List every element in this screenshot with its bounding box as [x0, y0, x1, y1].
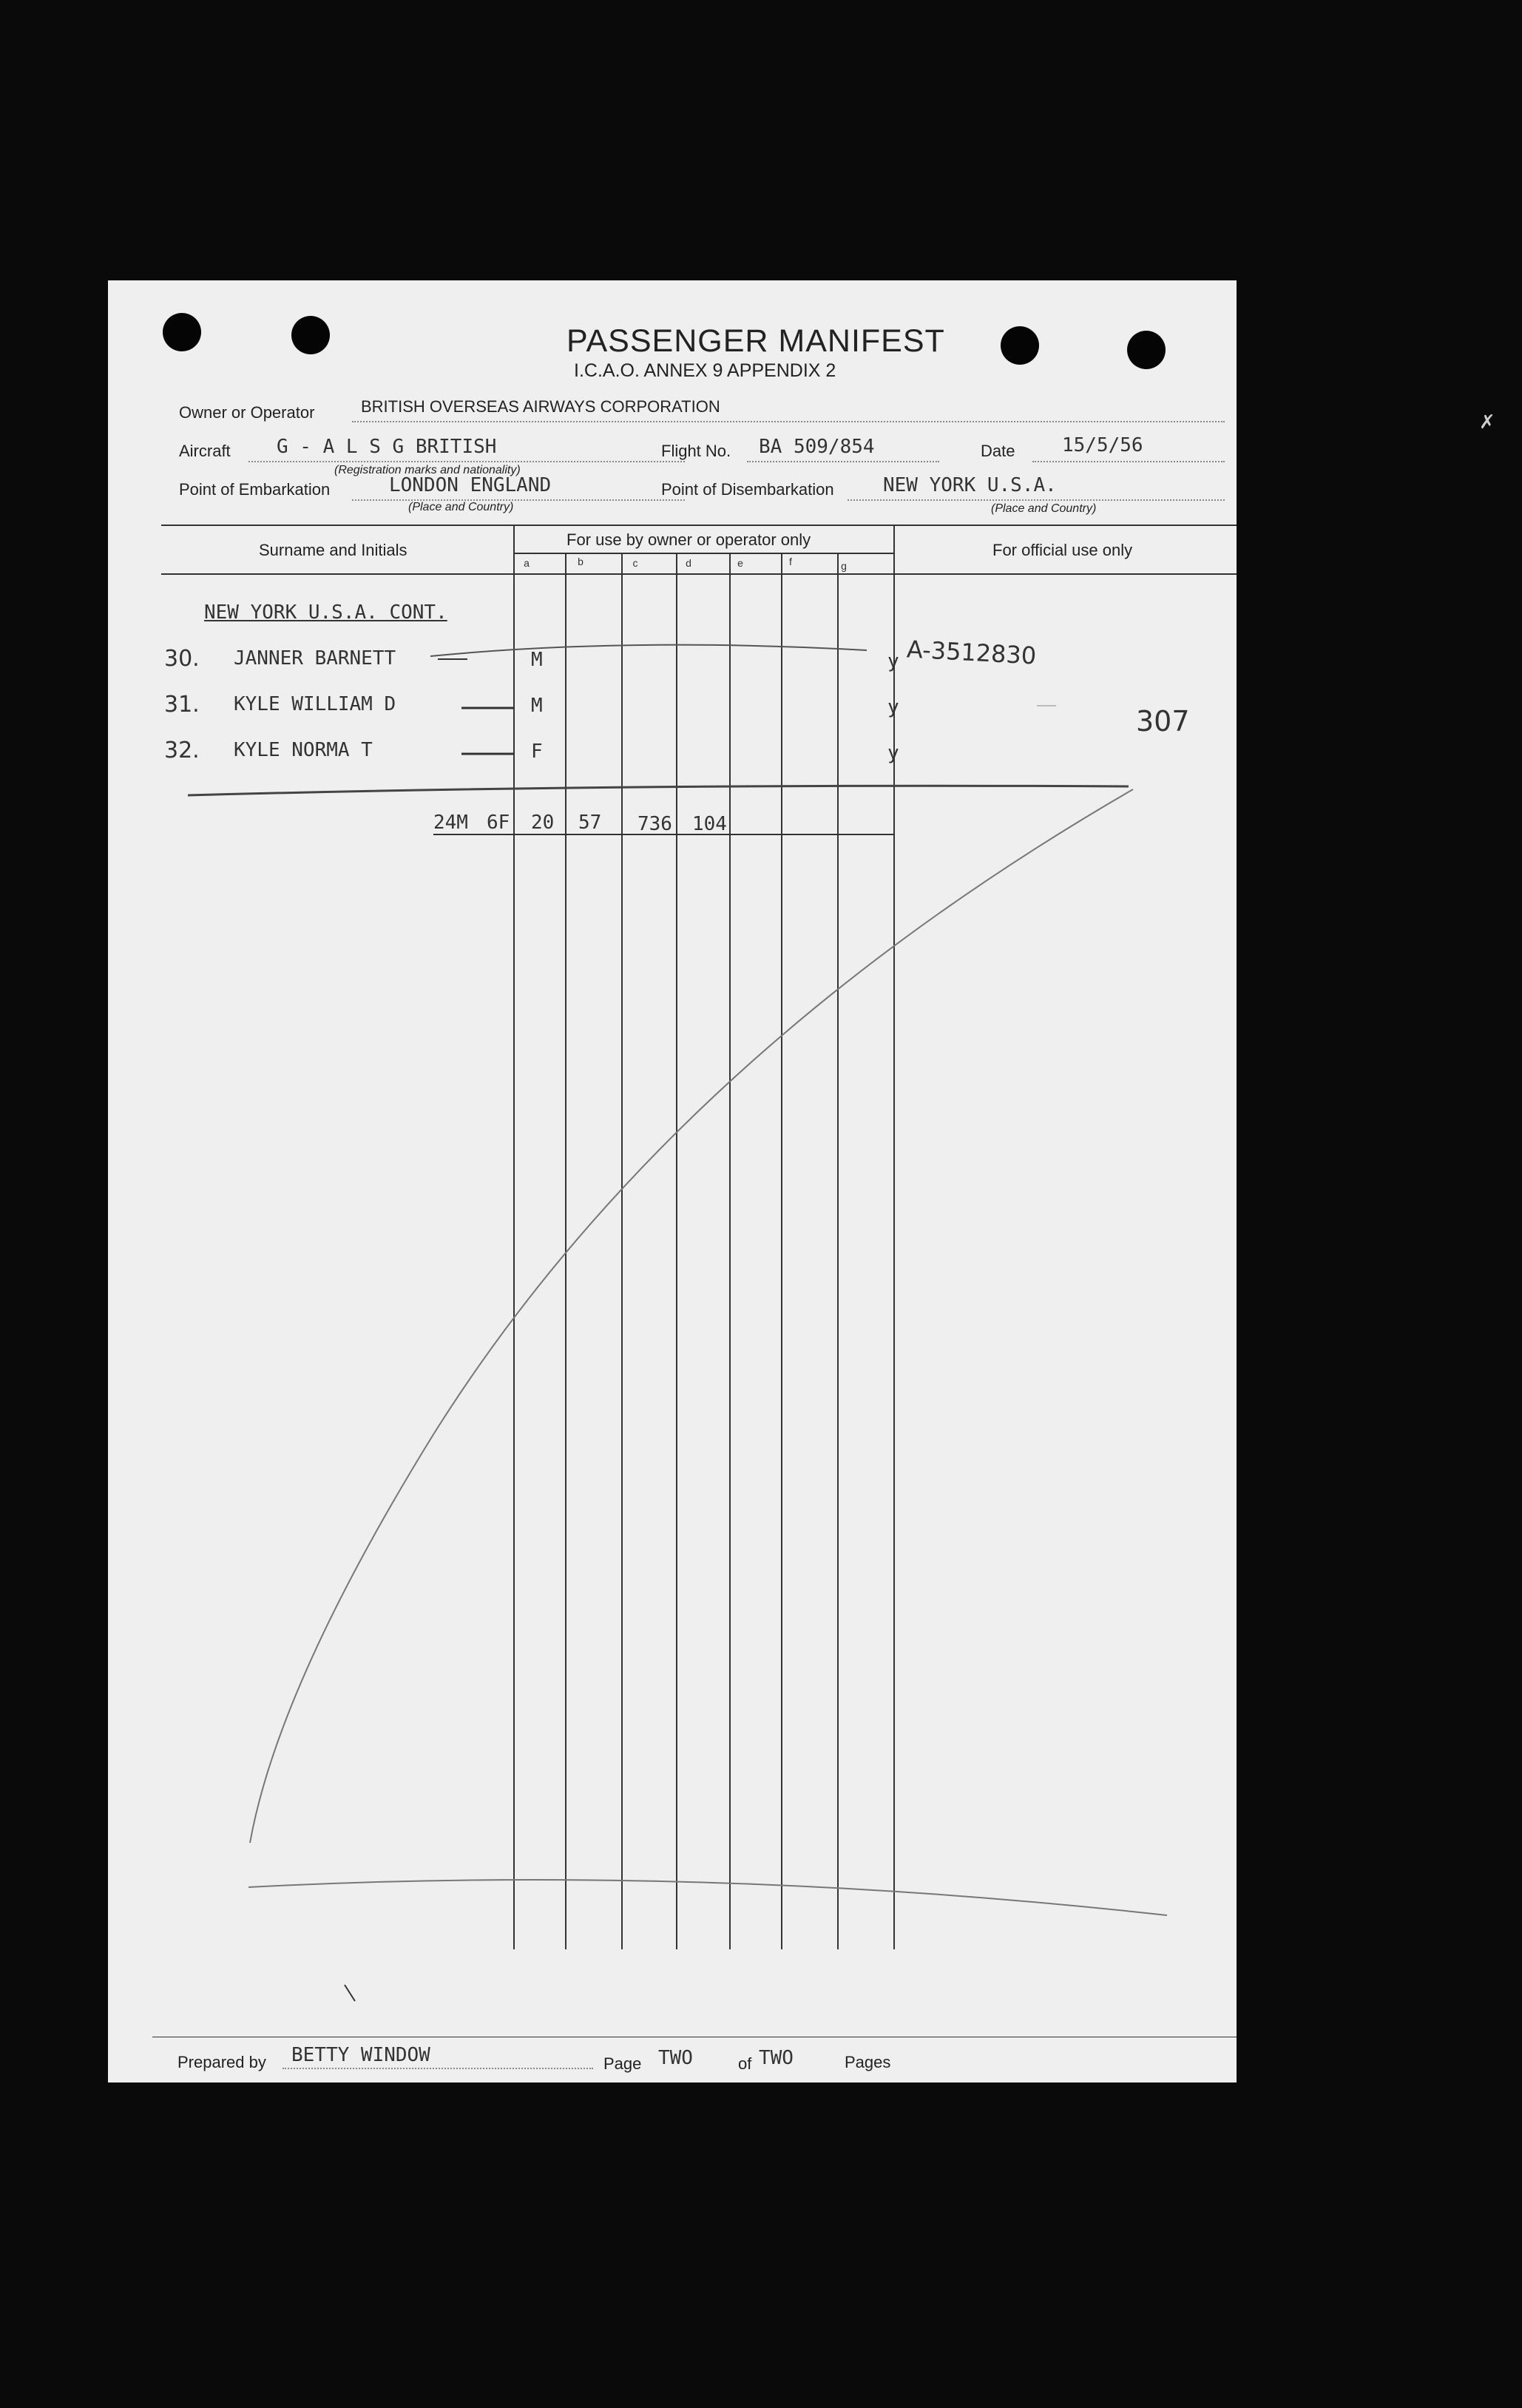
total-f: 104 — [692, 813, 727, 835]
embark-note: (Place and Country) — [408, 501, 514, 513]
disembark-note: (Place and Country) — [991, 502, 1097, 515]
subcolumn-g: g — [841, 560, 847, 572]
total-e: 736 — [637, 813, 672, 835]
passenger-sex: M — [531, 649, 543, 671]
owner-label: Owner or Operator — [179, 403, 315, 422]
manifest-sheet — [108, 280, 1237, 2082]
flight-value: BA 509/854 — [759, 436, 875, 458]
subcolumn-f: f — [789, 556, 792, 567]
date-label: Date — [981, 442, 1015, 460]
disembark-label: Point of Disembarkation — [661, 480, 834, 499]
owner-value: BRITISH OVERSEAS AIRWAYS CORPORATION — [361, 397, 720, 416]
row-number: 30. — [164, 646, 200, 672]
total-d: 57 — [578, 812, 602, 834]
subcolumn-e: e — [737, 557, 743, 569]
owner-column-header: For use by owner or operator only — [566, 530, 811, 549]
aircraft-value: G - A L S G BRITISH — [277, 436, 497, 458]
passenger-mark: y — [887, 696, 899, 718]
stray-mark: ✗ — [1479, 411, 1495, 434]
embark-label: Point of Embarkation — [179, 480, 331, 499]
passenger-mark: y — [887, 742, 899, 764]
disembark-value: NEW YORK U.S.A. — [883, 474, 1057, 496]
subcolumn-d: d — [686, 557, 691, 569]
of-value: TWO — [759, 2047, 794, 2069]
official-column-header: For official use only — [992, 541, 1133, 559]
embark-value: LONDON ENGLAND — [389, 474, 552, 496]
form-title: PASSENGER MANIFEST — [566, 323, 945, 359]
subcolumn-b: b — [578, 556, 584, 567]
page-label: Page — [603, 2054, 642, 2073]
passenger-name: KYLE WILLIAM D — [234, 693, 396, 715]
passenger-sex: M — [531, 695, 543, 717]
of-label: of — [738, 2054, 752, 2073]
row-number: 31. — [164, 692, 200, 718]
side-number: 307 — [1136, 705, 1190, 738]
passenger-name: KYLE NORMA T — [234, 739, 373, 761]
page-value: TWO — [658, 2047, 693, 2069]
flight-label: Flight No. — [661, 442, 731, 460]
row-number: 32. — [164, 738, 200, 763]
total-males: 24M — [433, 812, 468, 834]
passenger-mark: y — [887, 650, 899, 672]
pages-label: Pages — [845, 2053, 891, 2071]
subcolumn-a: a — [524, 557, 530, 569]
prepared-value: BETTY WINDOW — [291, 2044, 430, 2066]
continued-heading: NEW YORK U.S.A. CONT. — [204, 601, 447, 624]
subcolumn-c: c — [632, 557, 638, 569]
prepared-label: Prepared by — [177, 2053, 266, 2071]
official-number: A-3512830 — [906, 635, 1038, 670]
passenger-name: JANNER BARNETT — [234, 647, 396, 670]
date-value: 15/5/56 — [1062, 434, 1143, 456]
total-c: 20 — [531, 812, 555, 834]
form-subtitle: I.C.A.O. ANNEX 9 APPENDIX 2 — [574, 360, 836, 381]
aircraft-label: Aircraft — [179, 442, 231, 460]
prepared-dotted-line — [283, 2068, 593, 2069]
passenger-sex: F — [531, 741, 543, 763]
pencil-strike-marks — [108, 280, 1237, 2082]
surname-column-header: Surname and Initials — [259, 541, 407, 559]
aircraft-note: (Registration marks and nationality) — [334, 464, 521, 476]
total-females: 6F — [487, 812, 510, 834]
